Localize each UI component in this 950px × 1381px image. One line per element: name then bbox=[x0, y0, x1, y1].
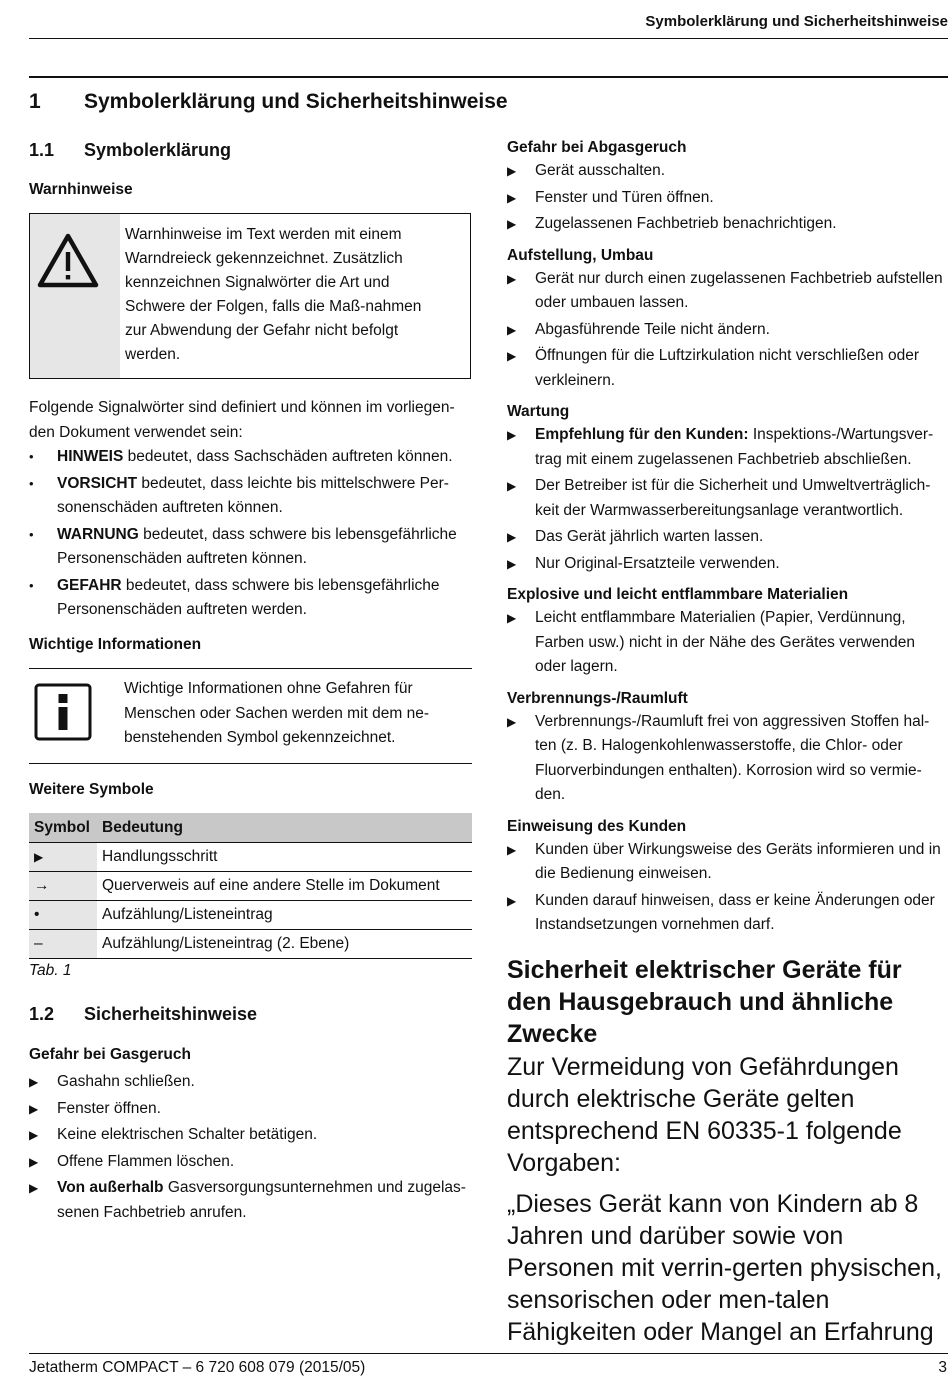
chapter-number: 1 bbox=[29, 90, 41, 113]
gas-list bbox=[29, 1070, 472, 1227]
list-item: ▶ Gerät nur durch einen zugelassenen Fachbetrieb aufstellen oder umbauen lassen. bbox=[507, 267, 947, 316]
aufstellung-list bbox=[507, 267, 947, 394]
section-title: Sicherheitshinweise bbox=[84, 1004, 258, 1024]
table-row: ▶ Handlungsschritt bbox=[29, 843, 472, 872]
section-1-2-heading bbox=[29, 1004, 257, 1025]
footer-doc-id: Jetatherm COMPACT – 6 720 608 079 (2015/05) bbox=[29, 1359, 366, 1376]
electrical-safety-intro: Zur Vermeidung von Gefährdungen durch elektrische Geräte gelten entsprechend EN 60335-1 folgende Vorgaben: bbox=[507, 1052, 902, 1177]
wartung-list bbox=[507, 423, 947, 576]
section-number: 1.2 bbox=[29, 1004, 55, 1024]
warning-triangle-icon bbox=[36, 232, 100, 290]
further-symbols-heading: Weitere Symbole bbox=[29, 781, 154, 798]
explosiv-list bbox=[507, 606, 947, 680]
aufstellung-heading: Aufstellung, Umbau bbox=[507, 246, 654, 264]
chapter-rule bbox=[29, 76, 948, 78]
section-title: Symbolerklärung bbox=[84, 140, 232, 160]
list-item: ▶ Nur Original-Ersatzteile verwenden. bbox=[507, 552, 947, 577]
col-header-meaning: Bedeutung bbox=[97, 813, 472, 843]
list-item: ▶ Offene Flammen löschen. bbox=[29, 1150, 472, 1175]
list-item: ▶ Abgasführende Teile nicht ändern. bbox=[507, 318, 947, 343]
table-row: → Querverweis auf eine andere Stelle im Dokument bbox=[29, 872, 472, 901]
info-text: Wichtige Informationen ohne Gefahren für Menschen oder Sachen werden mit dem ne-benstehenden Symbol gekennzeichnet. bbox=[124, 680, 429, 746]
list-item: ▶ Gerät ausschalten. bbox=[507, 159, 947, 184]
electrical-safety-heading: Sicherheit elektrischer Geräte für den Hausgebrauch und ähnliche Zwecke bbox=[507, 955, 902, 1048]
warning-icon-cell bbox=[30, 214, 120, 378]
electrical-safety-quote: „Dieses Gerät kann von Kindern ab 8 Jahren und darüber sowie von Personen mit verrin-gerten physischen, sensorischen oder men-talen Fähigkeiten oder Mangel an Erfahrung bbox=[507, 1189, 942, 1346]
list-item: ▶ Zugelassenen Fachbetrieb benachrichtigen. bbox=[507, 212, 947, 237]
list-item: ▶ Verbrennungs-/Raumluft frei von aggressiven Stoffen hal-ten (z. B. Halogenkohlenwasserstoffe, die Chlor- oder Fluorverbindungen enthalten). Korrosion wird so vermie-den. bbox=[507, 710, 947, 808]
gas-heading: Gefahr bei Gasgeruch bbox=[29, 1046, 191, 1063]
info-box bbox=[29, 668, 472, 764]
running-header: Symbolerklärung und Sicherheitshinweise bbox=[645, 13, 948, 30]
table-caption: Tab. 1 bbox=[29, 962, 72, 979]
page-number: 3 bbox=[938, 1359, 947, 1376]
warning-text: Warnhinweise im Text werden mit einem Warndreieck gekennzeichnet. Zusätzlich kennzeichnen Signalwörter die Art und Schwere der Folgen, falls die Maß-nahmen zur Abwendung der Gefahr nicht befolgt werden. bbox=[125, 226, 422, 363]
list-item: ▶ Fenster öffnen. bbox=[29, 1097, 472, 1122]
list-item: • WARNUNG bedeutet, dass schwere bis lebensgefährliche Personenschäden auftreten können. bbox=[29, 523, 472, 572]
signal-intro: Folgende Signalwörter sind definiert und können im vorliegen-den Dokument verwendet sein: bbox=[29, 399, 455, 441]
einweisung-heading: Einweisung des Kunden bbox=[507, 817, 687, 835]
list-item: • HINWEIS bedeutet, dass Sachschäden auftreten können. bbox=[29, 445, 472, 470]
right-column bbox=[507, 139, 947, 1348]
list-item: ▶ Von außerhalb Gasversorgungsunternehmen und zugelas-senen Fachbetrieb anrufen. bbox=[29, 1176, 472, 1225]
list-item: ▶ Öffnungen für die Luftzirkulation nicht verschließen oder verkleinern. bbox=[507, 344, 947, 393]
list-item: ▶ Keine elektrischen Schalter betätigen. bbox=[29, 1123, 472, 1148]
verbrennung-list bbox=[507, 710, 947, 808]
info-heading: Wichtige Informationen bbox=[29, 636, 202, 653]
explosiv-heading: Explosive und leicht entflammbare Materialien bbox=[507, 586, 849, 603]
list-item: ▶ Gashahn schließen. bbox=[29, 1070, 472, 1095]
chapter-title: Symbolerklärung und Sicherheitshinweise bbox=[84, 90, 508, 113]
abgas-list bbox=[507, 159, 947, 237]
table-header-row bbox=[29, 813, 472, 843]
section-number: 1.1 bbox=[29, 140, 55, 160]
list-item: ▶ Fenster und Türen öffnen. bbox=[507, 186, 947, 211]
table-row: • Aufzählung/Listeneintrag bbox=[29, 901, 472, 930]
list-item: ▶ Kunden darauf hinweisen, dass er keine Änderungen oder Instandsetzungen vornehmen darf. bbox=[507, 889, 947, 938]
symbol-table bbox=[29, 813, 472, 959]
header-rule bbox=[29, 38, 948, 39]
footer-rule bbox=[29, 1353, 948, 1354]
list-item: ▶ Der Betreiber ist für die Sicherheit und Umweltverträglich-keit der Warmwasserbereitungsanlage verantwortlich. bbox=[507, 474, 947, 523]
list-item: • VORSICHT bedeutet, dass leichte bis mittelschwere Per-sonenschäden auftreten können. bbox=[29, 472, 472, 521]
einweisung-list bbox=[507, 838, 947, 938]
list-item: ▶ Leicht entflammbare Materialien (Papier, Verdünnung, Farben usw.) nicht in der Nähe des Gerätes verwenden oder lagern. bbox=[507, 606, 947, 680]
section-1-1-heading bbox=[29, 140, 231, 161]
list-item: • GEFAHR bedeutet, dass schwere bis lebensgefährliche Personenschäden auftreten werden. bbox=[29, 574, 472, 623]
warning-box bbox=[29, 213, 471, 379]
wartung-heading: Wartung bbox=[507, 403, 570, 420]
col-header-symbol: Symbol bbox=[29, 813, 97, 843]
list-item: ▶ Das Gerät jährlich warten lassen. bbox=[507, 525, 947, 550]
signal-list bbox=[29, 445, 472, 625]
table-row: – Aufzählung/Listeneintrag (2. Ebene) bbox=[29, 930, 472, 959]
abgas-heading: Gefahr bei Abgasgeruch bbox=[507, 139, 687, 156]
list-item: ▶ Kunden über Wirkungsweise des Geräts informieren und in die Bedienung einweisen. bbox=[507, 838, 947, 887]
chapter-heading bbox=[29, 90, 508, 114]
list-item: ▶ Empfehlung für den Kunden: Inspektions-/Wartungsver-trag mit einem zugelassenen Fachbetrieb abschließen. bbox=[507, 423, 947, 472]
warn-heading: Warnhinweise bbox=[29, 181, 133, 198]
verbrennung-heading: Verbrennungs-/Raumluft bbox=[507, 689, 688, 707]
info-icon bbox=[34, 683, 92, 741]
